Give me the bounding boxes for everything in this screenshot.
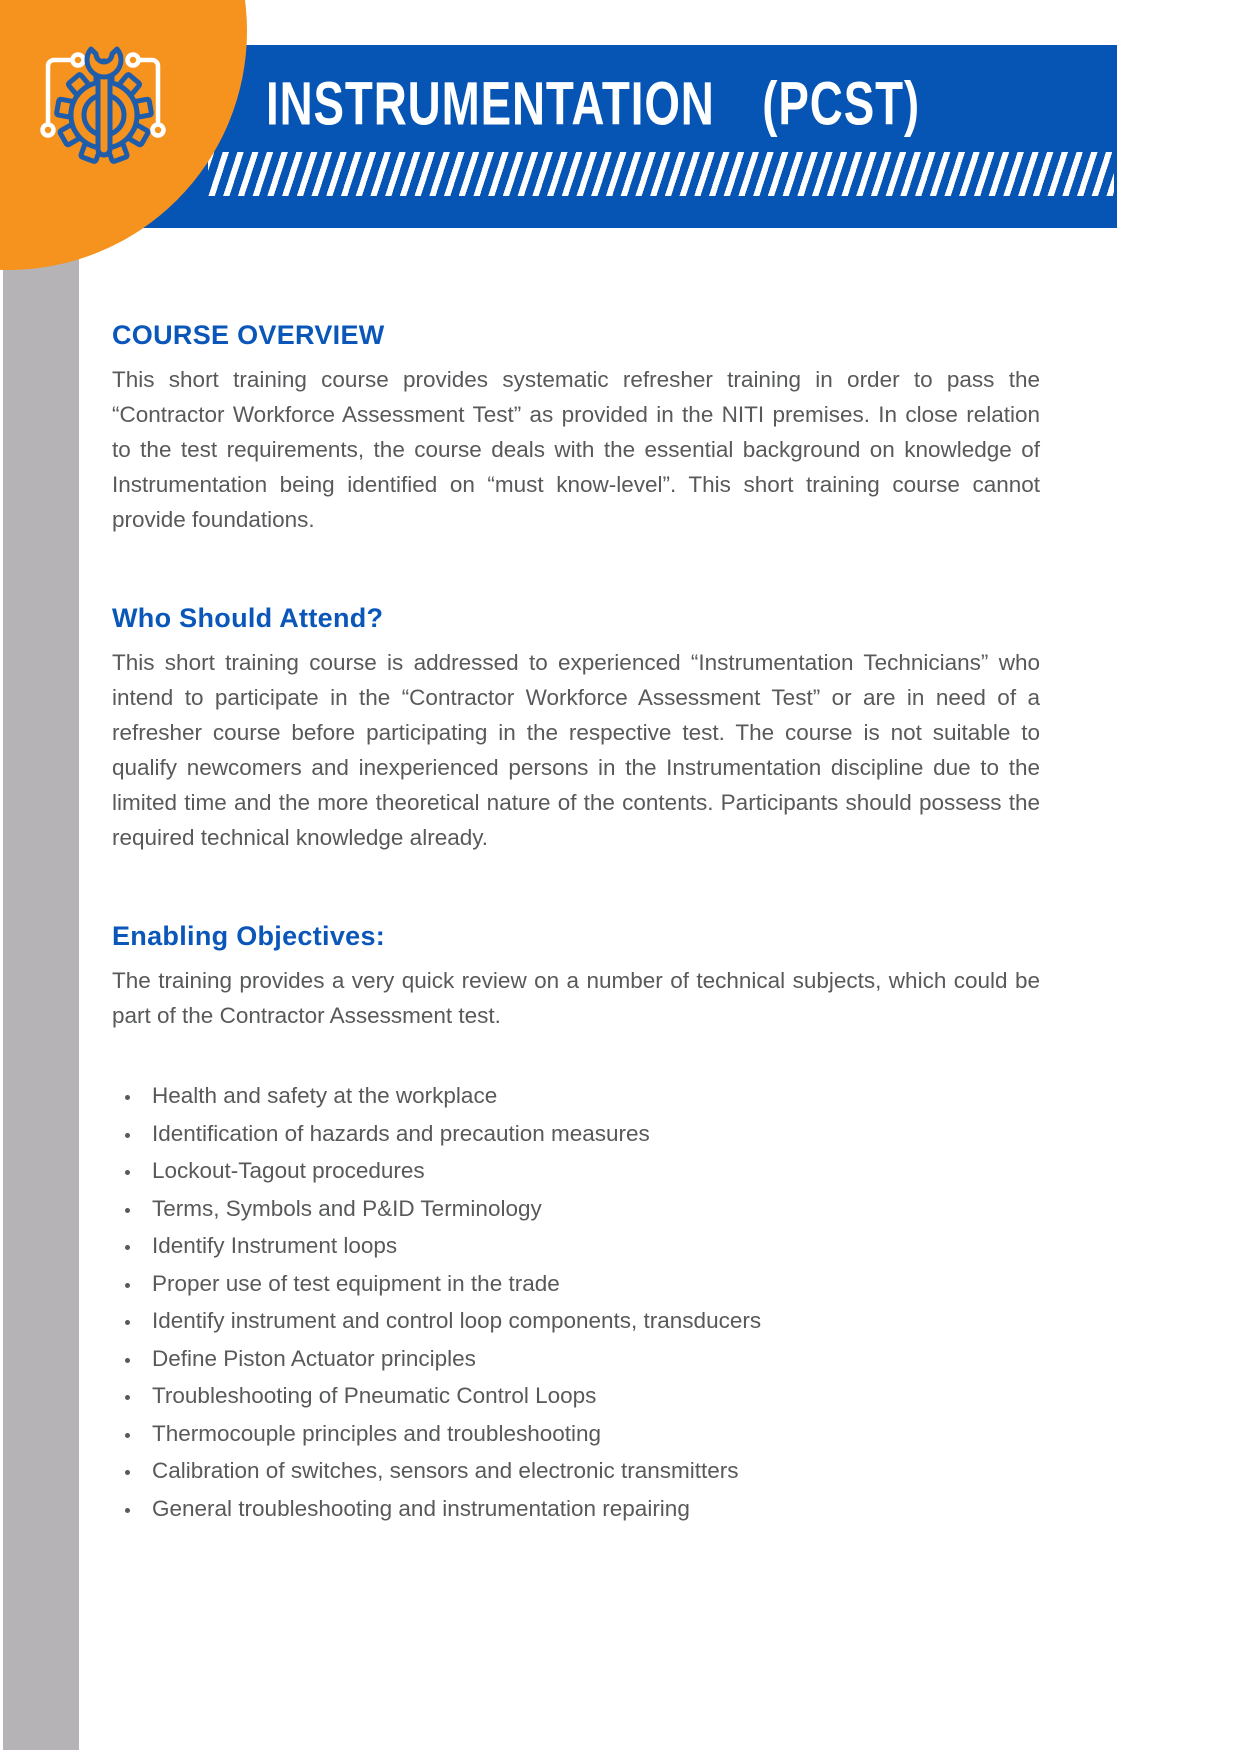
objective-item: • Proper use of test equipment in the trade — [142, 1265, 1040, 1303]
objective-item: • Lockout-Tagout procedures — [142, 1152, 1040, 1190]
objective-item: • Define Piston Actuator principles — [142, 1340, 1040, 1378]
section-body: The training provides a very quick review on a number of technical subjects, which could be part of the Contractor Assessment test. — [112, 968, 1040, 1028]
objective-item: • Calibration of switches, sensors and electronic transmitters — [142, 1452, 1040, 1490]
content-area — [112, 318, 1040, 1527]
objectives-list — [112, 1077, 1040, 1527]
objective-item: • Thermocouple principles and troubleshooting — [142, 1415, 1040, 1453]
hatch-pattern — [208, 152, 1114, 196]
section-enabling-objectives — [112, 919, 1040, 1033]
objective-item: • Terms, Symbols and P&ID Terminology — [142, 1190, 1040, 1228]
objective-item: • Identify instrument and control loop components, transducers — [142, 1302, 1040, 1340]
objective-item: • Identify Instrument loops — [142, 1227, 1040, 1265]
title-suffix: (PCST) — [762, 70, 921, 139]
objective-item: • Health and safety at the workplace — [142, 1077, 1040, 1115]
title-main: INSTRUMENTATION — [266, 70, 715, 139]
section-heading: COURSE OVERVIEW — [112, 320, 385, 350]
objective-item: • Troubleshooting of Pneumatic Control Loops — [142, 1377, 1040, 1415]
gear-wrench-circuit-icon — [40, 25, 210, 185]
section-course-overview — [112, 318, 1040, 537]
objective-item: • General troubleshooting and instrumentation repairing — [142, 1490, 1040, 1528]
page-title — [266, 69, 920, 140]
section-body: This short training course is addressed to experienced “Instrumentation Technicians” who intend to participate in the “Contractor Workforce Assessment Test” or are in need of a refresher course before participating in the respective test. The course is not suitable to qualify newcomers and inexperienced persons in the Instrumentation discipline due to the limited time and the more theoretical nature of the contents. Participants should possess the required technical knowledge already. — [112, 650, 1040, 850]
section-who-should-attend — [112, 601, 1040, 855]
section-heading: Enabling Objectives: — [112, 921, 386, 951]
section-body: This short training course provides systematic refresher training in order to pass the “Contractor Workforce Assessment Test” as provided in the NITI premises. In close relation to the test requirements, the course deals with the essential background on knowledge of Instrumentation being identified on “must know-level”. This short training course cannot provide foundations. — [112, 367, 1040, 532]
section-heading: Who Should Attend? — [112, 603, 384, 633]
objective-item: • Identification of hazards and precaution measures — [142, 1115, 1040, 1153]
